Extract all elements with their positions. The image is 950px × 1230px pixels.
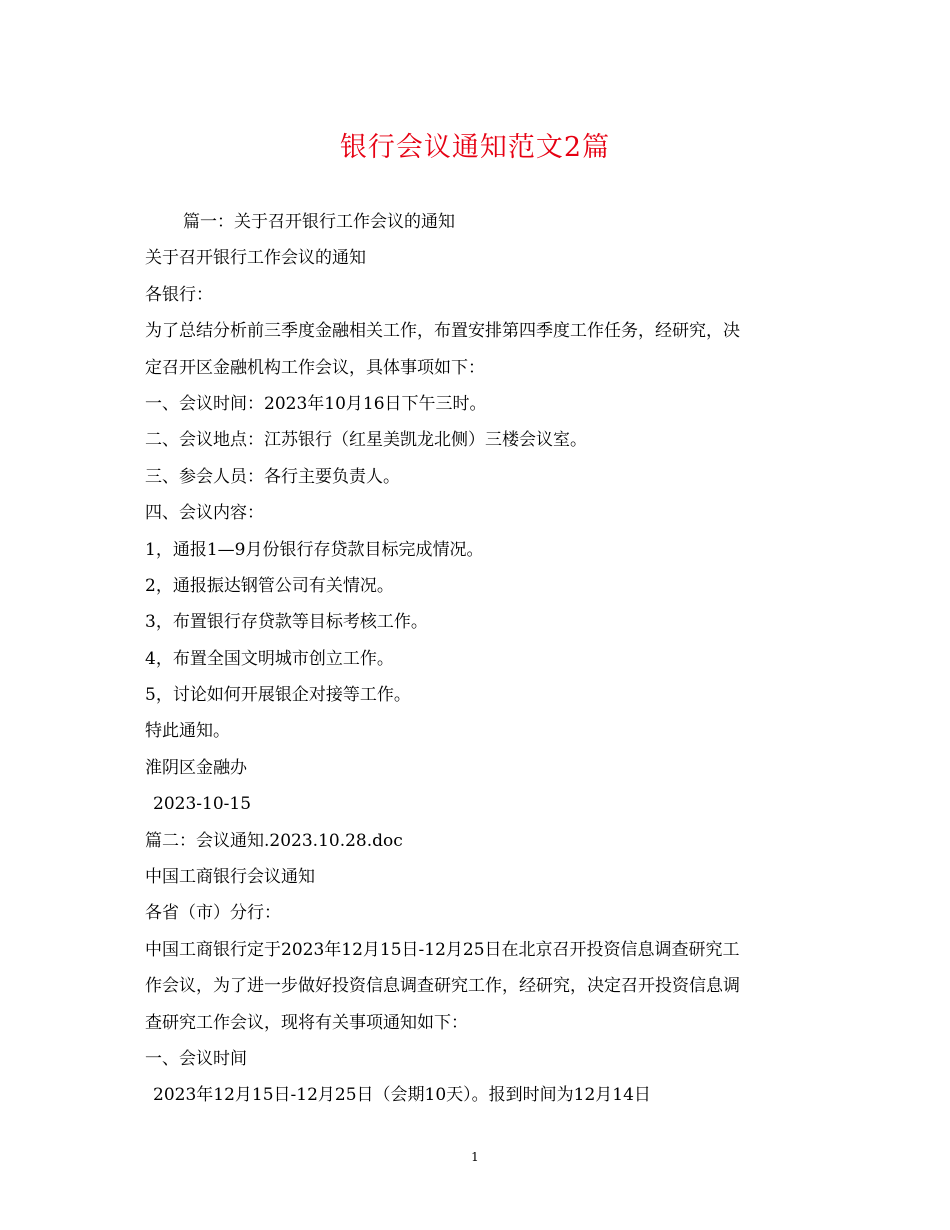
- notice-title-2: 中国工商银行会议通知: [145, 867, 315, 888]
- meeting-time: 一、会议时间：2023年10月16日下午三时。: [145, 393, 487, 414]
- document-title: 银行会议通知范文2篇: [339, 132, 611, 163]
- addressee-2: 各省（市）分行：: [145, 903, 281, 924]
- meeting-location: 二、会议地点：江苏银行（红星美凯龙北侧）三楼会议室。: [145, 430, 587, 451]
- section-heading-2: 篇二：会议通知.2023.10.28.doc: [145, 830, 403, 851]
- meeting-attendees: 三、参会人员：各行主要负责人。: [145, 466, 400, 487]
- paragraph-line: 中国工商银行定于2023年12月15日-12月25日在北京召开投资信息调查研究工: [145, 939, 740, 960]
- meeting-content-heading: 四、会议内容：: [145, 503, 264, 524]
- meeting-time-heading: 一、会议时间: [145, 1048, 247, 1069]
- agenda-item: 1，通报1—9月份银行存贷款目标完成情况。: [145, 539, 484, 560]
- agenda-item: 5，讨论如何开展银企对接等工作。: [145, 685, 411, 706]
- signature-office: 淮阴区金融办: [145, 757, 247, 778]
- paragraph-line: 定召开区金融机构工作会议，具体事项如下：: [145, 357, 485, 378]
- page-number: 1: [471, 1150, 479, 1164]
- paragraph-line: 为了总结分析前三季度金融相关工作，布置安排第四季度工作任务，经研究，决: [145, 321, 740, 342]
- meeting-time-detail: 2023年12月15日-12月25日（会期10天）。报到时间为12月14日: [153, 1085, 651, 1106]
- closing-remark: 特此通知。: [145, 721, 230, 742]
- signature-date: 2023-10-15: [153, 794, 252, 815]
- paragraph-line: 查研究工作会议，现将有关事项通知如下：: [145, 1012, 468, 1033]
- agenda-item: 3，布置银行存贷款等目标考核工作。: [145, 612, 428, 633]
- agenda-item: 2，通报振达钢管公司有关情况。: [145, 575, 394, 596]
- agenda-item: 4，布置全国文明城市创立工作。: [145, 648, 394, 669]
- addressee-1: 各银行：: [145, 284, 213, 305]
- document-body: [145, 204, 810, 1114]
- paragraph-line: 作会议，为了进一步做好投资信息调查研究工作，经研究，决定召开投资信息调: [145, 976, 740, 997]
- notice-title-1: 关于召开银行工作会议的通知: [145, 248, 366, 269]
- section-heading-1: 篇一：关于召开银行工作会议的通知: [183, 212, 455, 232]
